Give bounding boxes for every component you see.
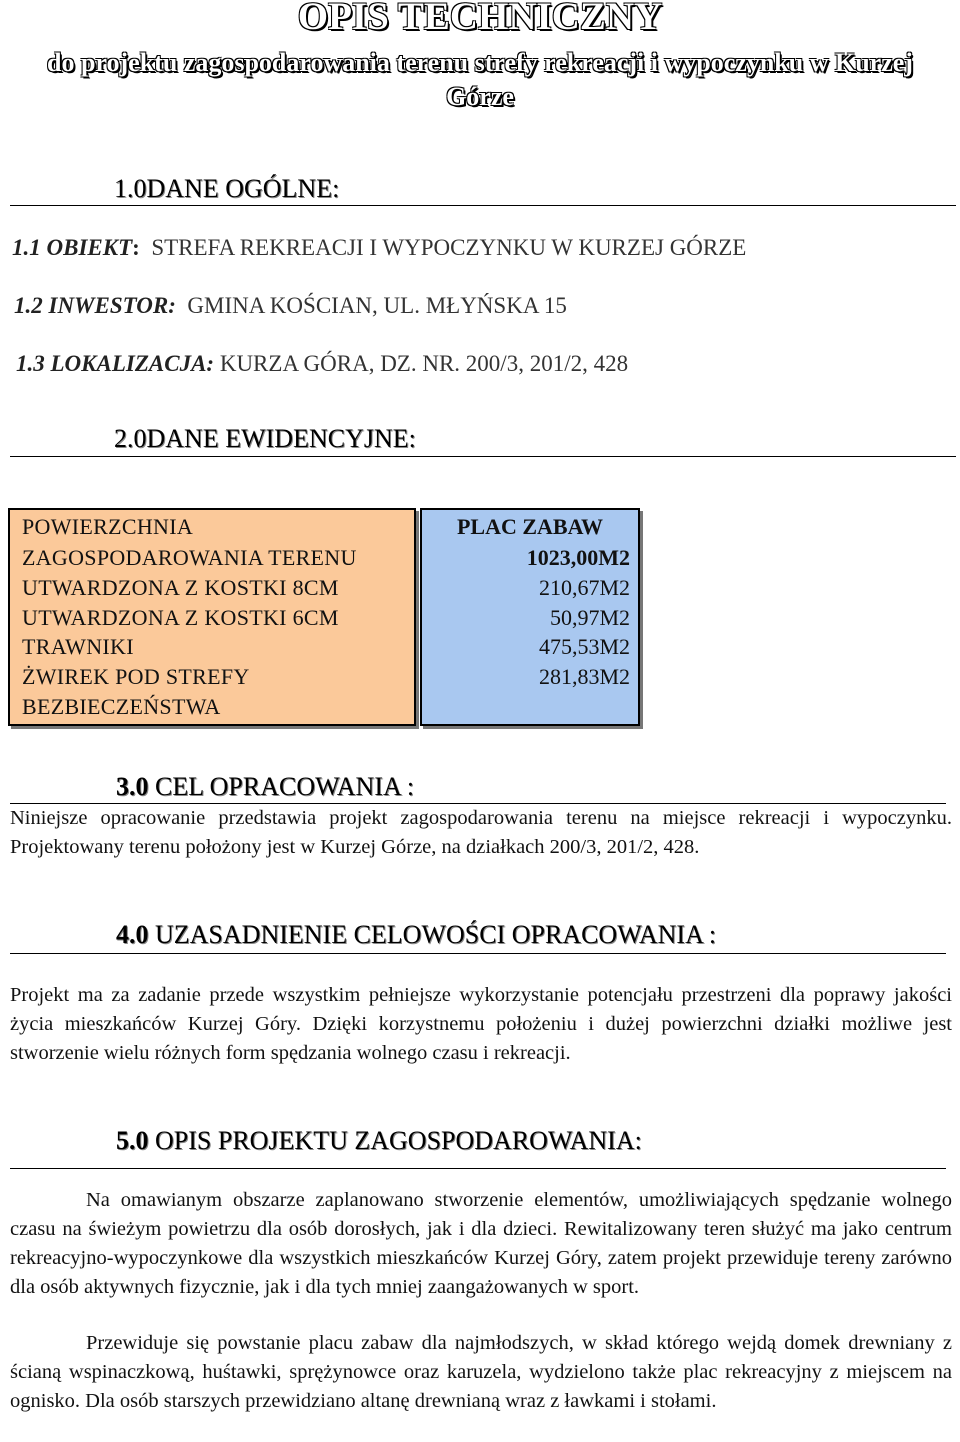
area-table-labels — [8, 508, 416, 726]
section-2-rule — [10, 456, 956, 457]
info-inwestor — [14, 292, 567, 320]
section-4-text: Projekt ma za zadanie przede wszystkim pełniejsze wykorzystanie potencjału przestrzeni dla poprawy jakości życia mieszkańców Kurzej Góry. Dzięki korzystnemu położeniu i dużej powierzchni działki możliwe jest stworzenie wielu różnych form spędzania wolnego czasu i rekreacji. — [10, 984, 952, 1064]
info-lokalizacja-value: KURZA GÓRA, DZ. NR. 200/3, 201/2, 428 — [219, 351, 629, 376]
section-1-heading: 1.0DANE OGÓLNE: — [114, 174, 340, 203]
table-header-left: POWIERZCHNIA — [22, 514, 194, 539]
table-row-value: 210,67M2 — [538, 575, 630, 600]
section-5-paragraph-1: Na omawianym obszarze zaplanowano stworzenie elementów, umożliwiających spędzanie wolnego czasu na świeżym powietrzu dla osób dorosłych, jak i dla dzieci. Rewitalizowany teren służyć ma jako centrum rekreacyjno-wypoczynkowe dla wszystkich mieszkańców Kurzej Góry, zatem projekt przewiduje tereny zarówno dla osób aktywnych fizycznie, jak i dla tych mniej zaangażowanych w sport. — [10, 1189, 952, 1298]
section-5-rule — [10, 1168, 946, 1169]
info-obiekt-sep: : — [132, 235, 140, 260]
section-4-heading: 4.0 UZASADNIENIE CELOWOŚCI OPRACOWANIA : — [116, 920, 717, 949]
section-4-rule — [10, 953, 946, 954]
info-inwestor-label: 1.2 INWESTOR: — [14, 293, 176, 318]
info-obiekt-value: STREFA REKREACJI I WYPOCZYNKU W KURZEJ GÓRZE — [151, 235, 747, 260]
table-row-label: TRAWNIKI — [22, 634, 134, 659]
table-row-value: 281,83M2 — [538, 664, 630, 689]
info-obiekt — [12, 234, 746, 262]
section-3-text: Niniejsze opracowanie przedstawia projekt zagospodarowania terenu na miejsce rekreacji i wypoczynku. Projektowany terenu położony jest w Kurzej Górze, na działkach 200/3, 201/2, 428. — [10, 807, 952, 858]
table-row-label: UTWARDZONA Z KOSTKI 6CM — [22, 605, 339, 630]
section-5-paragraph-2: Przewiduje się powstanie placu zabaw dla najmłodszych, w skład którego wejdą domek drewniany z ścianą wspinaczkową, huśtawki, sprężynowce oraz karuzela, wydzielono także plac rekreacyjny z miejscem na ognisko. Dla osób starszych przewidziano altanę drewnianą wraz z ławkami i stołami. — [10, 1332, 952, 1412]
table-header-right: PLAC ZABAW — [456, 514, 604, 539]
section-1-rule — [10, 205, 956, 206]
info-lokalizacja-label: 1.3 LOKALIZACJA: — [16, 351, 215, 376]
section-3-heading: 3.0 CEL OPRACOWANIA : — [116, 772, 415, 801]
table-row-label: UTWARDZONA Z KOSTKI 8CM — [22, 575, 339, 600]
table-row-value: 1023,00M2 — [526, 545, 630, 570]
table-row-value: 50,97M2 — [549, 605, 630, 630]
info-lokalizacja — [16, 350, 628, 378]
document-title: OPIS TECHNICZNY — [297, 0, 663, 38]
area-table-values — [420, 508, 640, 726]
table-row-label: ZAGOSPODAROWANIA TERENU — [22, 545, 357, 570]
table-row-value: 475,53M2 — [538, 634, 630, 659]
section-2-heading: 2.0DANE EWIDENCYJNE: — [114, 424, 416, 453]
table-row-label: ŻWIREK POD STREFY — [22, 664, 250, 689]
section-5-heading: 5.0 OPIS PROJEKTU ZAGOSPODAROWANIA: — [116, 1126, 642, 1155]
info-inwestor-value: GMINA KOŚCIAN, UL. MŁYŃSKA 15 — [187, 293, 567, 318]
table-row-label: BEZBIECZEŃSTWA — [22, 694, 221, 719]
info-obiekt-label: 1.1 OBIEKT — [12, 235, 133, 260]
document-subtitle: do projektu zagospodarowania terenu strefy rekreacji i wypoczynku w Kurzej Górze — [47, 48, 913, 111]
